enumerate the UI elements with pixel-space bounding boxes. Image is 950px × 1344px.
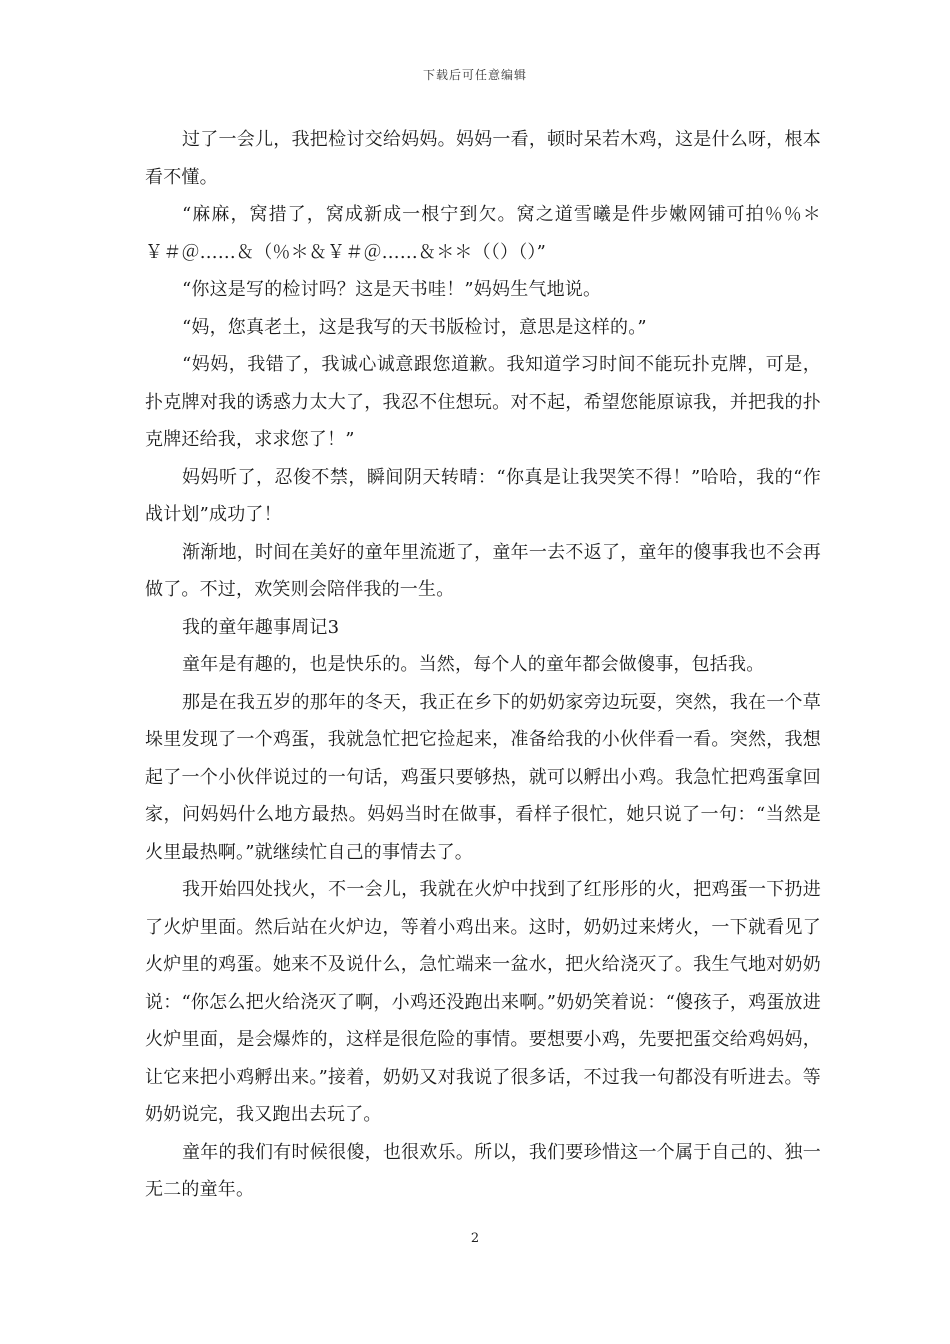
- paragraph: 妈妈听了，忍俊不禁，瞬间阴天转晴：“你真是让我哭笑不得！”哈哈，我的“作战计划”成功了！: [145, 466, 821, 525]
- paragraph: “妈，您真老土，这是我写的天书版检讨，意思是这样的。”: [182, 316, 647, 338]
- page-header: 下载后可任意编辑: [422, 68, 527, 82]
- page-number: 2: [470, 1231, 480, 1246]
- paragraph: 童年的我们有时候很傻，也很欢乐。所以，我们要珍惜这一个属于自己的、独一无二的童年。: [145, 1141, 821, 1200]
- paragraph: 我开始四处找火，不一会儿，我就在火炉中找到了红彤彤的火，把鸡蛋一下扔进了火炉里面。然后站在火炉边，等着小鸡出来。这时，奶奶过来烤火，一下就看见了火炉里的鸡蛋。她来不及说什么，急忙端来一盆水，把火给浇灭了。我生气地对奶奶说：“你怎么把火给浇灭了啊，小鸡还没跑出来啊。”奶奶笑着说：“傻孩子，鸡蛋放进火炉里面，是会爆炸的，这样是很危险的事情。要想要小鸡，先要把蛋交给鸡妈妈，让它来把小鸡孵出来。”接着，奶奶又对我说了很多话，不过我一句都没有听进去。等奶奶说完，我又跑出去玩了。: [145, 879, 821, 1125]
- paragraph: “麻麻，窝措了，窝成新成一根宁到欠。窝之道雪曦是件步嫩网铺可拍％％＊￥＃＠……＆（％＊＆￥＃＠……＆＊＊（（）（）”: [145, 204, 821, 263]
- paragraph: 那是在我五岁的那年的冬天，我正在乡下的奶奶家旁边玩耍，突然，我在一个草垛里发现了一个鸡蛋，我就急忙把它捡起来，准备给我的小伙伴看一看。突然，我想起了一个小伙伴说过的一句话，鸡蛋只要够热，就可以孵出小鸡。我急忙把鸡蛋拿回家，问妈妈什么地方最热。妈妈当时在做事，看样子很忙，她只说了一句：“当然是火里最热啊。”就继续忙自己的事情去了。: [145, 691, 821, 863]
- section-title: 我的童年趣事周记3: [182, 616, 340, 638]
- paragraph: 童年是有趣的，也是快乐的。当然，每个人的童年都会做傻事，包括我。: [182, 654, 765, 675]
- paragraph: 过了一会儿，我把检讨交给妈妈。妈妈一看，顿时呆若木鸡，这是什么呀，根本看不懂。: [145, 129, 821, 188]
- paragraph: “你这是写的检讨吗？这是天书哇！”妈妈生气地说。: [182, 279, 602, 300]
- paragraph: 渐渐地，时间在美好的童年里流逝了，童年一去不返了，童年的傻事我也不会再做了。不过，欢笑则会陪伴我的一生。: [145, 541, 821, 600]
- paragraph: “妈妈，我错了，我诚心诚意跟您道歉。我知道学习时间不能玩扑克牌，可是，扑克牌对我的诱惑力太大了，我忍不住想玩。对不起，希望您能原谅我，并把我的扑克牌还给我，求求您了！”: [145, 354, 821, 450]
- document-body: [145, 121, 821, 1209]
